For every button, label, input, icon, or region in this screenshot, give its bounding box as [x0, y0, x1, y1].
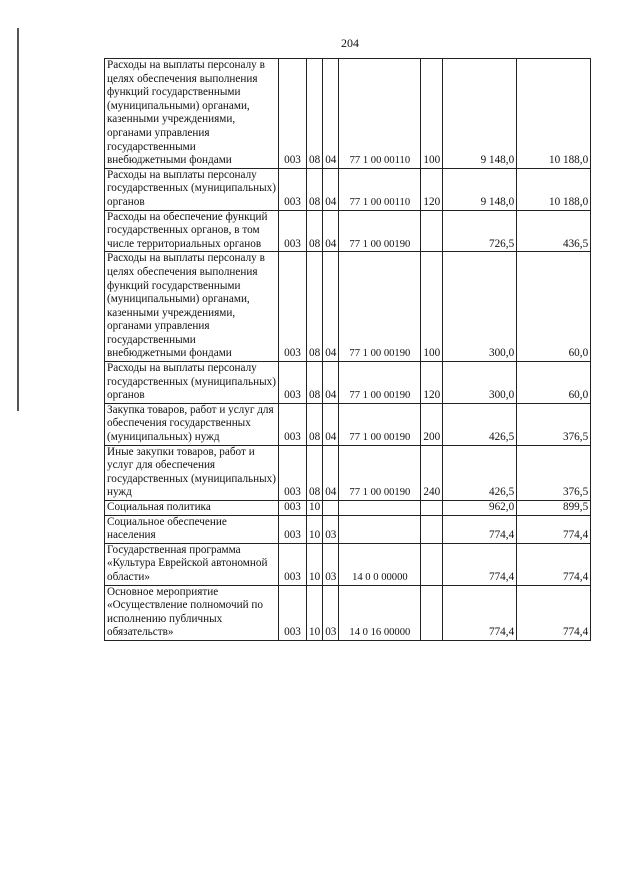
- row-name: Основное мероприятие «Осуществление полномочий по исполнению публичных обязательств»: [105, 585, 279, 640]
- row-rz: 08: [307, 445, 323, 500]
- row-gr: 003: [279, 445, 307, 500]
- row-rz: 08: [307, 403, 323, 445]
- row-gr: 003: [279, 585, 307, 640]
- row-vr: 120: [421, 362, 443, 404]
- row-value-1: 300,0: [443, 362, 517, 404]
- row-value-1: 300,0: [443, 252, 517, 362]
- row-value-2: 10 188,0: [517, 59, 591, 169]
- row-value-2: 10 188,0: [517, 168, 591, 210]
- row-csr: [339, 501, 421, 516]
- row-name: Закупка товаров, работ и услуг для обеспечения государственных (муниципальных) нужд: [105, 403, 279, 445]
- row-value-1: 9 148,0: [443, 59, 517, 169]
- table-row: [105, 403, 591, 445]
- row-gr: 003: [279, 362, 307, 404]
- page-number: 204: [341, 36, 359, 50]
- row-rz: 10: [307, 501, 323, 516]
- row-pr: 04: [323, 252, 339, 362]
- row-rz: 08: [307, 210, 323, 252]
- row-pr: 04: [323, 168, 339, 210]
- row-value-1: 9 148,0: [443, 168, 517, 210]
- row-value-1: 774,4: [443, 585, 517, 640]
- row-name: Расходы на выплаты персоналу государственных (муниципальных) органов: [105, 362, 279, 404]
- row-value-2: 436,5: [517, 210, 591, 252]
- row-vr: [421, 501, 443, 516]
- row-vr: [421, 210, 443, 252]
- row-pr: 04: [323, 445, 339, 500]
- row-value-1: 774,4: [443, 543, 517, 585]
- row-gr: 003: [279, 168, 307, 210]
- row-value-2: 899,5: [517, 501, 591, 516]
- row-name: Социальное обеспечение населения: [105, 515, 279, 543]
- row-vr: [421, 515, 443, 543]
- row-csr: 77 1 00 00190: [339, 252, 421, 362]
- row-gr: 003: [279, 515, 307, 543]
- row-rz: 10: [307, 543, 323, 585]
- row-rz: 08: [307, 252, 323, 362]
- row-csr: 77 1 00 00110: [339, 59, 421, 169]
- row-value-2: 60,0: [517, 252, 591, 362]
- table-row: [105, 501, 591, 516]
- table-row: [105, 515, 591, 543]
- row-gr: 003: [279, 403, 307, 445]
- row-value-1: 962,0: [443, 501, 517, 516]
- table-row: [105, 168, 591, 210]
- row-name: Государственная программа «Культура Еврейской автономной области»: [105, 543, 279, 585]
- row-vr: 240: [421, 445, 443, 500]
- table-row: [105, 543, 591, 585]
- row-vr: 120: [421, 168, 443, 210]
- row-gr: 003: [279, 210, 307, 252]
- row-vr: 100: [421, 252, 443, 362]
- row-csr: 77 1 00 00190: [339, 210, 421, 252]
- row-pr: 03: [323, 543, 339, 585]
- row-pr: 04: [323, 403, 339, 445]
- budget-table: [104, 58, 591, 641]
- row-value-2: 774,4: [517, 515, 591, 543]
- scan-margin-line: [17, 28, 19, 411]
- row-value-1: 774,4: [443, 515, 517, 543]
- row-gr: 003: [279, 501, 307, 516]
- table-row: [105, 362, 591, 404]
- row-rz: 08: [307, 59, 323, 169]
- row-rz: 08: [307, 168, 323, 210]
- table-row: [105, 59, 591, 169]
- row-value-2: 376,5: [517, 403, 591, 445]
- row-csr: 14 0 0 00000: [339, 543, 421, 585]
- row-value-1: 726,5: [443, 210, 517, 252]
- row-pr: [323, 501, 339, 516]
- row-gr: 003: [279, 543, 307, 585]
- row-name: Иные закупки товаров, работ и услуг для обеспечения государственных (муниципальных) нужд: [105, 445, 279, 500]
- row-csr: 77 1 00 00190: [339, 445, 421, 500]
- row-pr: 04: [323, 210, 339, 252]
- row-value-1: 426,5: [443, 403, 517, 445]
- table-row: [105, 585, 591, 640]
- row-value-1: 426,5: [443, 445, 517, 500]
- row-gr: 003: [279, 252, 307, 362]
- row-pr: 03: [323, 585, 339, 640]
- row-pr: 04: [323, 362, 339, 404]
- row-rz: 08: [307, 362, 323, 404]
- row-vr: [421, 543, 443, 585]
- row-name: Расходы на обеспечение функций государственных органов, в том числе территориальных органов: [105, 210, 279, 252]
- row-csr: 14 0 16 00000: [339, 585, 421, 640]
- row-name: Социальная политика: [105, 501, 279, 516]
- row-csr: 77 1 00 00190: [339, 362, 421, 404]
- row-name: Расходы на выплаты персоналу государственных (муниципальных) органов: [105, 168, 279, 210]
- row-rz: 10: [307, 515, 323, 543]
- row-vr: [421, 585, 443, 640]
- row-csr: [339, 515, 421, 543]
- row-csr: 77 1 00 00110: [339, 168, 421, 210]
- row-csr: 77 1 00 00190: [339, 403, 421, 445]
- table-row: [105, 210, 591, 252]
- row-value-2: 60,0: [517, 362, 591, 404]
- row-value-2: 376,5: [517, 445, 591, 500]
- row-vr: 200: [421, 403, 443, 445]
- row-pr: 03: [323, 515, 339, 543]
- row-name: Расходы на выплаты персоналу в целях обеспечения выполнения функций государственными (муниципальными) органами, казенными учреждениями, органами управления государственными внебюджетными фондами: [105, 252, 279, 362]
- row-value-2: 774,4: [517, 585, 591, 640]
- row-rz: 10: [307, 585, 323, 640]
- row-gr: 003: [279, 59, 307, 169]
- row-vr: 100: [421, 59, 443, 169]
- row-value-2: 774,4: [517, 543, 591, 585]
- table-row: [105, 445, 591, 500]
- table-row: [105, 252, 591, 362]
- row-name: Расходы на выплаты персоналу в целях обеспечения выполнения функций государственными (муниципальными) органами, казенными учреждениями, органами управления государственными внебюджетными фондами: [105, 59, 279, 169]
- row-pr: 04: [323, 59, 339, 169]
